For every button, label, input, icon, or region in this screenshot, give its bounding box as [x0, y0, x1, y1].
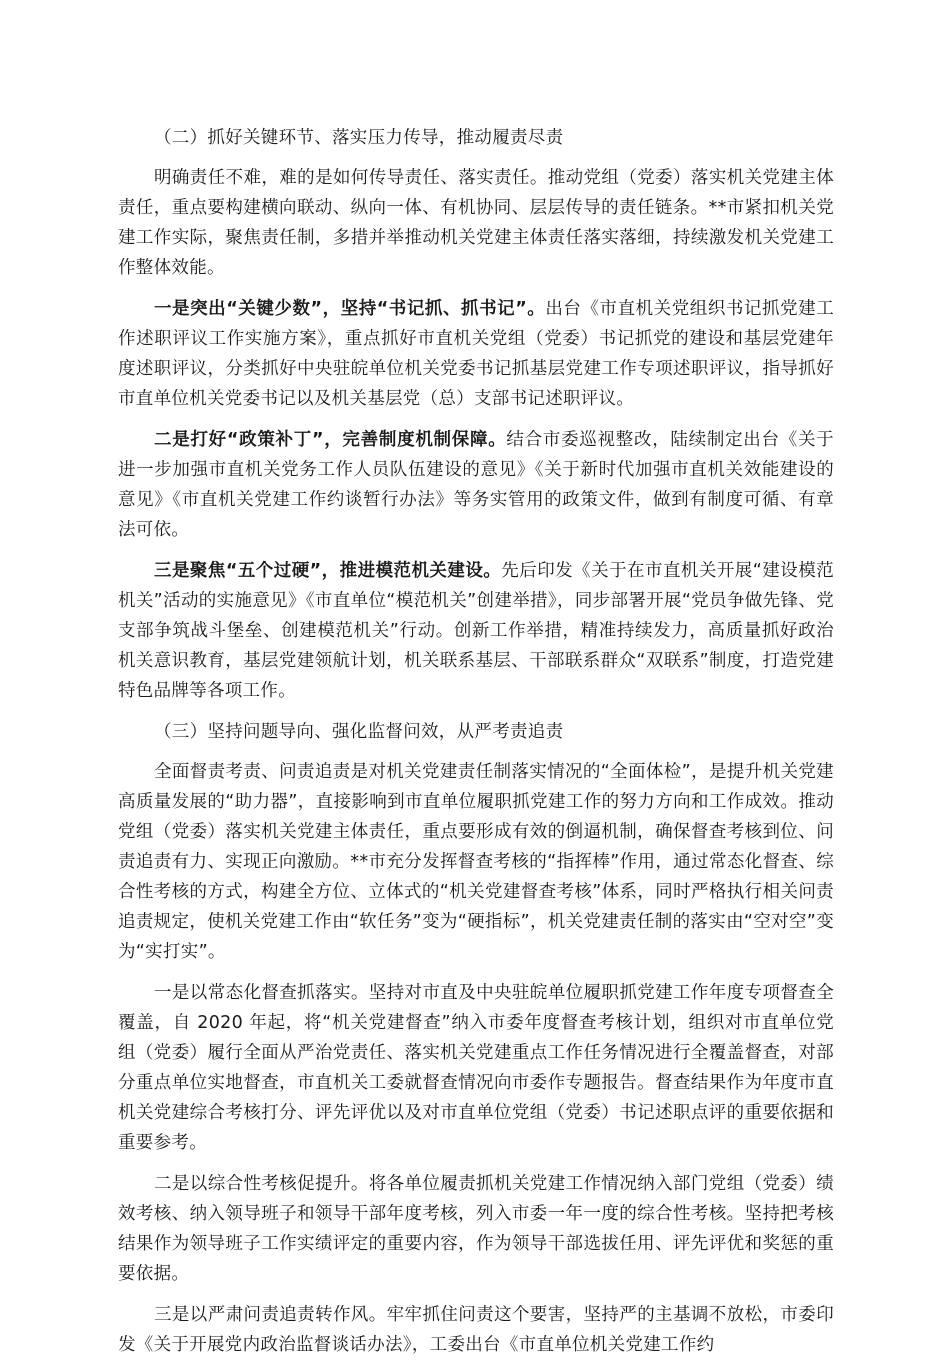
section-3-item-1: 一是以常态化督查抓落实。坚持对市直及中央驻皖单位履职抓党建工作年度专项督查全覆盖，自 2020 年起，将“机关党建督查”纳入市委年度督查考核计划，组织对市直单位党组（党委）履行全面从严治党责任、落实机关党建重点工作任务情况进行全覆盖督查，对部分重点单位实地督查，市直机关工委就督查情况向市委作专题报告。督查结果作为年度市直机关党建综合考核打分、评先评优以及对市直单位党组（党委）书记述职点评的重要依据和重要参考。 — [118, 983, 834, 1153]
item-lead: 三是聚焦“五个过硬”，推进模范机关建设。 — [154, 561, 502, 581]
section-2-item-2 — [118, 425, 834, 545]
section-heading-3: （三）坚持问题导向、强化监督问效，从严考责追责 — [154, 722, 564, 742]
section-heading-2: （二）抓好关键环节、落实压力传导，推动履责尽责 — [154, 128, 564, 148]
section-2-intro: 明确责任不难，难的是如何传导责任、落实责任。推动党组（党委）落实机关党建主体责任，重点要构建横向联动、纵向一体、有机协同、层层传导的责任链条。**市紧扣机关党建工作实际，聚焦责任制，多措并举推动机关党建主体责任落实落细，持续激发机关党建工作整体效能。 — [118, 168, 834, 278]
item-body: 先后印发《关于在市直机关开展“建设模范机关”活动的实施意见》《市直单位“模范机关”创建举措》，同步部署开展“党员争做先锋、党支部争筑战斗堡垒、创建模范机关”行动。创新工作举措，精准持续发力，高质量抓好政治机关意识教育，基层党建领航计划，机关联系基层、干部联系群众“双联系”制度，打造党建特色品牌等各项工作。 — [118, 561, 834, 701]
section-3-intro: 全面督责考责、问责追责是对机关党建责任制落实情况的“全面体检”，是提升机关党建高质量发展的“助力器”，直接影响到市直单位履职抓党建工作的努力方向和工作成效。推动党组（党委）落实机关党建主体责任，重点要形成有效的倒逼机制，确保督查考核到位、问责追责有力、实现正向激励。**市充分发挥督查考核的“指挥棒”作用，通过常态化督查、综合性考核的方式，构建全方位、立体式的“机关党建督查考核”体系，同时严格执行相关问责追责规定，使机关党建工作由“软任务”变为“硬指标”，机关党建责任制的落实由“空对空”变为“实打实”。 — [118, 762, 834, 962]
section-3-item-3: 三是以严肃问责追责转作风。牢牢抓住问责这个要害，坚持严的主基调不放松，市委印发《关于开展党内政治监督谈话办法》，工委出台《市直单位机关党建工作约 — [118, 1305, 834, 1355]
item-lead: 二是打好“政策补丁”，完善制度机制保障。 — [154, 430, 507, 450]
document-body — [118, 123, 834, 1371]
item-lead: 一是突出“关键少数”，坚持“书记抓、抓书记”。 — [154, 299, 546, 319]
item-body: 出台《市直机关党组织书记抓党建工作述职评议工作实施方案》，重点抓好市直机关党组（党委）书记抓党的建设和基层党建年度述职评议，分类抓好中央驻皖单位机关党委书记抓基层党建工作专项述职评议，指导抓好市直单位机关党委书记以及机关基层党（总）支部书记述职评议。 — [118, 299, 834, 409]
item-body: 结合市委巡视整改，陆续制定出台《关于进一步加强市直机关党务工作人员队伍建设的意见》《关于新时代加强市直机关效能建设的意见》《市直机关党建工作约谈暂行办法》等务实管用的政策文件，做到有制度可循、有章法可依。 — [118, 430, 834, 540]
section-2-item-3 — [118, 556, 834, 706]
section-2-item-1 — [118, 294, 834, 414]
section-3-item-2: 二是以综合性考核促提升。将各单位履责抓机关党建工作情况纳入部门党组（党委）绩效考核、纳入领导班子和领导干部年度考核，列入市委一年一度的综合性考核。坚持把考核结果作为领导班子工作实绩评定的重要内容，作为领导干部选拔任用、评先评优和奖惩的重要依据。 — [118, 1174, 834, 1284]
